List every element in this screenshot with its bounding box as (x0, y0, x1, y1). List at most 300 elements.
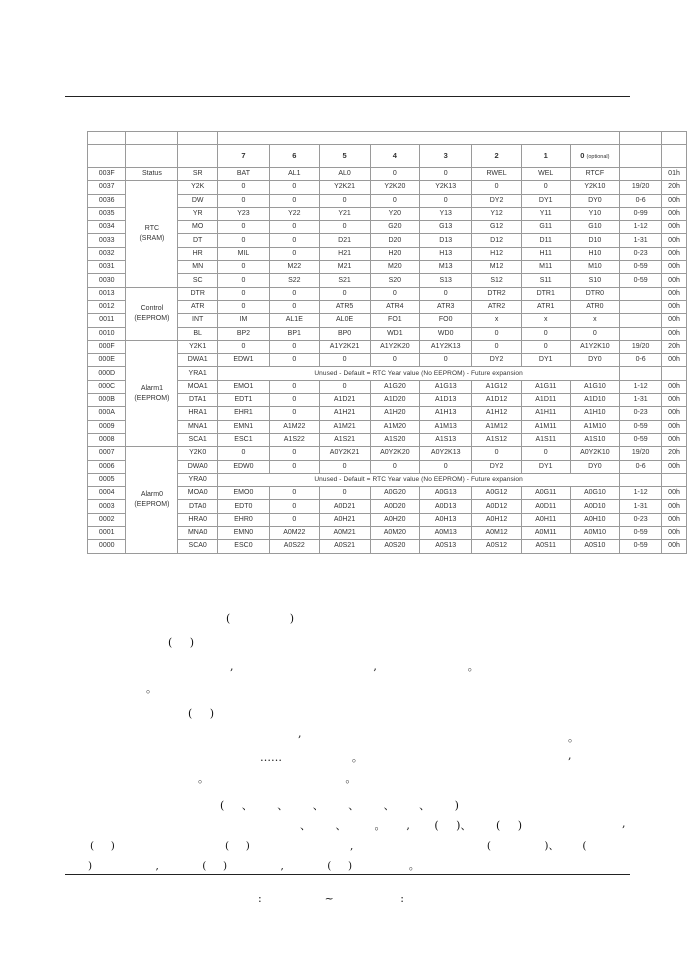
bit-cell: 0 (521, 327, 570, 340)
bit-cell: DY1 (521, 194, 570, 207)
bit-cell: A1S21 (319, 433, 370, 446)
bit-cell: 0 (319, 221, 370, 234)
bit-cell: ATR5 (319, 300, 370, 313)
bit-cell: 0 (269, 447, 319, 460)
table-row (88, 181, 687, 194)
bit-cell: A1S11 (521, 433, 570, 446)
register-name: DTA1 (178, 394, 218, 407)
bit-cell: A0H10 (570, 513, 620, 526)
register-address: 0001 (88, 527, 126, 540)
bit-cell: EDW0 (217, 460, 269, 473)
bit-cell: DY1 (521, 460, 570, 473)
bit-header-note: (optional) (586, 153, 610, 160)
bit-cell: 0 (570, 327, 620, 340)
bit-cell: 0 (420, 168, 472, 181)
bit-cell: A1M12 (472, 420, 522, 433)
register-default: 00h (662, 247, 687, 260)
bit-cell: A1Y2K20 (370, 340, 420, 353)
bit-cell: A1M11 (521, 420, 570, 433)
table-row (88, 314, 687, 327)
bit-cell: M11 (521, 261, 570, 274)
register-group-name: Status (141, 170, 162, 178)
register-group-type: (EEPROM) (134, 314, 170, 322)
register-default: 00h (662, 513, 687, 526)
bit-cell: 0 (420, 194, 472, 207)
table-row (88, 473, 687, 486)
bit-cell: A1D13 (420, 394, 472, 407)
bit-cell: A0G12 (472, 487, 522, 500)
bit-cell: 0 (269, 487, 319, 500)
table-row (88, 221, 687, 234)
bit-cell: A1D12 (472, 394, 522, 407)
register-default: 00h (662, 420, 687, 433)
register-default: 00h (662, 207, 687, 220)
bit-cell: Y12 (472, 207, 522, 220)
bit-cell: AL1E (269, 314, 319, 327)
register-group (126, 181, 178, 287)
register-range (620, 314, 662, 327)
bit-header: 7 (217, 145, 269, 168)
bit-cell: 0 (420, 354, 472, 367)
bit-cell: A1M22 (269, 420, 319, 433)
bit-cell: A0M20 (370, 527, 420, 540)
unused-register-note: Unused - Default = RTC Year value (No EEPROM) - Future expansion (217, 473, 619, 486)
register-default: 00h (662, 300, 687, 313)
register-group-name: Control (140, 304, 164, 312)
register-address: 0007 (88, 447, 126, 460)
bit-cell: A1D10 (570, 394, 620, 407)
bit-cell: G12 (472, 221, 522, 234)
text-line: 。 (568, 731, 579, 744)
register-range (620, 287, 662, 300)
register-address: 003F (88, 168, 126, 181)
table-row (88, 274, 687, 287)
register-range: 0-23 (620, 513, 662, 526)
bit-cell: AL0E (319, 314, 370, 327)
bit-header: 6 (269, 145, 319, 168)
register-range: 1-31 (620, 234, 662, 247)
register-range: 19/20 (620, 447, 662, 460)
bit-cell: EDT0 (217, 500, 269, 513)
register-group-name: Alarm1 (140, 384, 163, 392)
register-default: 00h (662, 234, 687, 247)
register-name: MOA0 (178, 487, 218, 500)
bit-cell: G10 (570, 221, 620, 234)
register-default: 00h (662, 380, 687, 393)
bit-cell: A1Y2K21 (319, 340, 370, 353)
register-name: DTA0 (178, 500, 218, 513)
bit-cell: x (570, 314, 620, 327)
bit-header: 5 (319, 145, 370, 168)
table-row (88, 287, 687, 300)
bit-cell: DY2 (472, 354, 522, 367)
bit-cell: 0 (269, 194, 319, 207)
bit-cell: H21 (319, 247, 370, 260)
bit-cell: A0M10 (570, 527, 620, 540)
register-address: 0011 (88, 314, 126, 327)
register-name: HRA1 (178, 407, 218, 420)
register-range (620, 327, 662, 340)
register-group (126, 287, 178, 340)
bit-cell: A0M21 (319, 527, 370, 540)
table-row (88, 300, 687, 313)
table-row (88, 367, 687, 380)
bit-cell: DY2 (472, 460, 522, 473)
bit-cell: S12 (472, 274, 522, 287)
bit-cell: D11 (521, 234, 570, 247)
bit-cell: BAT (217, 168, 269, 181)
bit-cell: 0 (269, 340, 319, 353)
register-name: HR (178, 247, 218, 260)
register-address: 0031 (88, 261, 126, 274)
bit-cell: DTR2 (472, 287, 522, 300)
register-name: HRA0 (178, 513, 218, 526)
register-address: 0036 (88, 194, 126, 207)
register-name: ATR (178, 300, 218, 313)
bit-cell: 0 (319, 460, 370, 473)
bit-cell: Y22 (269, 207, 319, 220)
bit-cell: DY0 (570, 354, 620, 367)
bit-cell: A0H21 (319, 513, 370, 526)
text-line: ( ) (188, 707, 215, 720)
register-name: DW (178, 194, 218, 207)
register-address: 0010 (88, 327, 126, 340)
register-name: INT (178, 314, 218, 327)
bit-cell: A1S13 (420, 433, 472, 446)
register-address: 0005 (88, 473, 126, 486)
bit-cell: A1G10 (570, 380, 620, 393)
bit-cell: A0D10 (570, 500, 620, 513)
bit-cell: EMO1 (217, 380, 269, 393)
register-range: 0-23 (620, 407, 662, 420)
bit-cell: M12 (472, 261, 522, 274)
bit-cell: Y21 (319, 207, 370, 220)
register-range (620, 367, 662, 380)
register-address: 0030 (88, 274, 126, 287)
bit-cell: 0 (217, 447, 269, 460)
bit-cell: A1M13 (420, 420, 472, 433)
bit-cell: A1D20 (370, 394, 420, 407)
bit-cell: A0S20 (370, 540, 420, 553)
table-header-row-top (88, 132, 687, 145)
bit-cell: 0 (269, 380, 319, 393)
register-range: 1-12 (620, 380, 662, 393)
bit-cell: 0 (269, 247, 319, 260)
bit-cell: 0 (269, 300, 319, 313)
register-address: 0013 (88, 287, 126, 300)
text-line: , (622, 817, 626, 830)
table-row (88, 247, 687, 260)
register-name: MNA1 (178, 420, 218, 433)
footer-text: : ~ : (258, 892, 405, 905)
text-line: 。 (146, 682, 157, 695)
bit-cell: A0D11 (521, 500, 570, 513)
bit-cell: A1M21 (319, 420, 370, 433)
bit-cell: DY1 (521, 354, 570, 367)
bit-cell: M20 (370, 261, 420, 274)
bit-cell: 0 (319, 380, 370, 393)
text-line: , , 。 (230, 660, 479, 673)
register-range: 0-59 (620, 261, 662, 274)
bit-cell: A0M13 (420, 527, 472, 540)
register-default: 20h (662, 181, 687, 194)
bit-cell: A1H21 (319, 407, 370, 420)
register-address: 000E (88, 354, 126, 367)
bit-cell: A1H20 (370, 407, 420, 420)
bit-cell: A1G12 (472, 380, 522, 393)
table-row (88, 527, 687, 540)
bit-cell: A1S20 (370, 433, 420, 446)
bit-cell: H11 (521, 247, 570, 260)
register-name: SCA1 (178, 433, 218, 446)
bit-cell: 0 (269, 354, 319, 367)
text-line: , (568, 749, 572, 762)
bit-header: 2 (472, 145, 522, 168)
table-row (88, 168, 687, 181)
bit-cell: ATR0 (570, 300, 620, 313)
register-default: 00h (662, 394, 687, 407)
text-line: ( 、 、 、 、 、 、 ) (220, 799, 459, 812)
bit-cell: A0G20 (370, 487, 420, 500)
bit-header: 4 (370, 145, 420, 168)
bit-cell: A1H11 (521, 407, 570, 420)
bit-cell: 0 (370, 460, 420, 473)
bit-cell: A1Y2K13 (420, 340, 472, 353)
bit-cell: A0Y2K13 (420, 447, 472, 460)
bit-cell: S22 (269, 274, 319, 287)
register-default: 00h (662, 407, 687, 420)
register-name: Y2K (178, 181, 218, 194)
bit-cell: A1H12 (472, 407, 522, 420)
bit-cell: A1M10 (570, 420, 620, 433)
register-group (126, 447, 178, 553)
table-row (88, 340, 687, 353)
register-range: 0-99 (620, 207, 662, 220)
table-header-row-bits (88, 145, 687, 168)
bit-header-label: 0 (580, 150, 585, 160)
bit-cell: D20 (370, 234, 420, 247)
bit-cell: A0D21 (319, 500, 370, 513)
bit-cell: A0Y2K21 (319, 447, 370, 460)
bit-cell: 0 (420, 460, 472, 473)
bit-cell: 0 (269, 394, 319, 407)
bit-cell: ATR3 (420, 300, 472, 313)
bit-cell: EHR1 (217, 407, 269, 420)
register-default: 00h (662, 274, 687, 287)
register-name: DWA0 (178, 460, 218, 473)
bit-cell: FO1 (370, 314, 420, 327)
bit-cell: S20 (370, 274, 420, 287)
register-address: 0035 (88, 207, 126, 220)
bit-cell: G13 (420, 221, 472, 234)
bit-cell: A0H13 (420, 513, 472, 526)
bit-cell: EMN1 (217, 420, 269, 433)
bit-cell: G20 (370, 221, 420, 234)
bit-cell: ATR1 (521, 300, 570, 313)
register-name: SR (178, 168, 218, 181)
table-row (88, 433, 687, 446)
bit-cell: ATR2 (472, 300, 522, 313)
table-row (88, 420, 687, 433)
bit-cell: 0 (370, 194, 420, 207)
table-row (88, 487, 687, 500)
bit-cell: DY0 (570, 460, 620, 473)
register-name: DWA1 (178, 354, 218, 367)
bit-cell: 0 (217, 194, 269, 207)
bit-cell: D13 (420, 234, 472, 247)
register-name: DT (178, 234, 218, 247)
bit-cell: MIL (217, 247, 269, 260)
text-line: , (298, 727, 302, 740)
register-default: 00h (662, 540, 687, 553)
bit-cell: WD1 (370, 327, 420, 340)
register-default: 20h (662, 340, 687, 353)
bit-cell: ATR4 (370, 300, 420, 313)
bit-cell: S10 (570, 274, 620, 287)
bit-cell: Y20 (370, 207, 420, 220)
bit-cell: A0S12 (472, 540, 522, 553)
register-range: 0-23 (620, 247, 662, 260)
bit-cell: 0 (319, 487, 370, 500)
register-address: 0000 (88, 540, 126, 553)
bit-cell: A0M12 (472, 527, 522, 540)
register-name: MN (178, 261, 218, 274)
bit-cell: 0 (420, 287, 472, 300)
register-range: 0-6 (620, 460, 662, 473)
bit-cell: 0 (269, 287, 319, 300)
register-group-type: (EEPROM) (134, 394, 170, 402)
register-default: 00h (662, 194, 687, 207)
register-group-type: (EEPROM) (134, 500, 170, 508)
table-row (88, 394, 687, 407)
text-line: ) , ( ) , ( ) 。 (88, 860, 420, 872)
bit-cell: A1S22 (269, 433, 319, 446)
bit-cell: 0 (370, 168, 420, 181)
bit-cell: 0 (269, 513, 319, 526)
register-name: DTR (178, 287, 218, 300)
table-row (88, 261, 687, 274)
bit-cell: EDW1 (217, 354, 269, 367)
bit-cell: DTR0 (570, 287, 620, 300)
bit-cell: A0M11 (521, 527, 570, 540)
register-range: 0-6 (620, 354, 662, 367)
bit-cell: M13 (420, 261, 472, 274)
bit-cell: RTCF (570, 168, 620, 181)
table-row (88, 207, 687, 220)
register-map-table (87, 131, 687, 554)
register-default: 00h (662, 354, 687, 367)
register-map-body (88, 132, 687, 554)
bit-cell: FO0 (420, 314, 472, 327)
text-line: 。 。 (198, 772, 357, 785)
bit-cell: 0 (472, 327, 522, 340)
register-group (126, 340, 178, 446)
register-name: MOA1 (178, 380, 218, 393)
register-address: 0002 (88, 513, 126, 526)
bit-cell: M10 (570, 261, 620, 274)
register-group (126, 168, 178, 181)
register-range: 19/20 (620, 340, 662, 353)
register-group-name: RTC (144, 224, 160, 232)
bit-cell: RWEL (472, 168, 522, 181)
text-line: …… 。 (260, 751, 363, 764)
register-name: Y2K1 (178, 340, 218, 353)
bit-cell: 0 (269, 221, 319, 234)
bit-cell: Y10 (570, 207, 620, 220)
register-name: MO (178, 221, 218, 234)
register-range: 0-59 (620, 527, 662, 540)
register-group-type: (SRAM) (139, 234, 165, 242)
bit-cell: A0G13 (420, 487, 472, 500)
register-default (662, 367, 687, 380)
text-line: ( ) (168, 636, 195, 649)
register-range: 1-12 (620, 487, 662, 500)
bit-cell: 0 (472, 340, 522, 353)
table-row (88, 447, 687, 460)
register-address: 0032 (88, 247, 126, 260)
bit-cell: A0M22 (269, 527, 319, 540)
register-address: 0009 (88, 420, 126, 433)
bit-cell: 0 (370, 287, 420, 300)
bit-cell: A0D13 (420, 500, 472, 513)
bit-cell: 0 (217, 287, 269, 300)
bit-cell: Y2K13 (420, 181, 472, 194)
bit-cell: IM (217, 314, 269, 327)
bit-cell: Y2K21 (319, 181, 370, 194)
bit-cell: A1M20 (370, 420, 420, 433)
bit-cell: A0S11 (521, 540, 570, 553)
bit-cell: 0 (521, 447, 570, 460)
bit-cell: EMO0 (217, 487, 269, 500)
register-address: 000F (88, 340, 126, 353)
register-default: 00h (662, 487, 687, 500)
register-name: YRA0 (178, 473, 218, 486)
register-default: 00h (662, 500, 687, 513)
register-name: BL (178, 327, 218, 340)
table-row (88, 354, 687, 367)
bit-cell: Y13 (420, 207, 472, 220)
register-default: 20h (662, 447, 687, 460)
bit-cell: M22 (269, 261, 319, 274)
bit-cell: DY0 (570, 194, 620, 207)
bit-cell: WEL (521, 168, 570, 181)
bit-cell: A0S22 (269, 540, 319, 553)
bit-cell: A1S12 (472, 433, 522, 446)
bit-cell: M21 (319, 261, 370, 274)
register-range: 0-6 (620, 194, 662, 207)
bit-cell: S13 (420, 274, 472, 287)
bit-cell: Y2K20 (370, 181, 420, 194)
bit-cell: A1S10 (570, 433, 620, 446)
bit-cell: G11 (521, 221, 570, 234)
bit-cell: BP0 (319, 327, 370, 340)
bit-cell: WD0 (420, 327, 472, 340)
register-name: MNA0 (178, 527, 218, 540)
bit-cell: 0 (217, 261, 269, 274)
table-row (88, 327, 687, 340)
text-line: ( ) ( ) , ( )、 ( (90, 840, 587, 852)
table-row (88, 407, 687, 420)
bit-cell: BP2 (217, 327, 269, 340)
bit-cell: ESC1 (217, 433, 269, 446)
register-range: 1-31 (620, 500, 662, 513)
register-address: 000C (88, 380, 126, 393)
bit-cell: S11 (521, 274, 570, 287)
footer-rule (65, 874, 630, 875)
bit-header: 3 (420, 145, 472, 168)
bit-cell: DTR1 (521, 287, 570, 300)
register-default: 00h (662, 287, 687, 300)
